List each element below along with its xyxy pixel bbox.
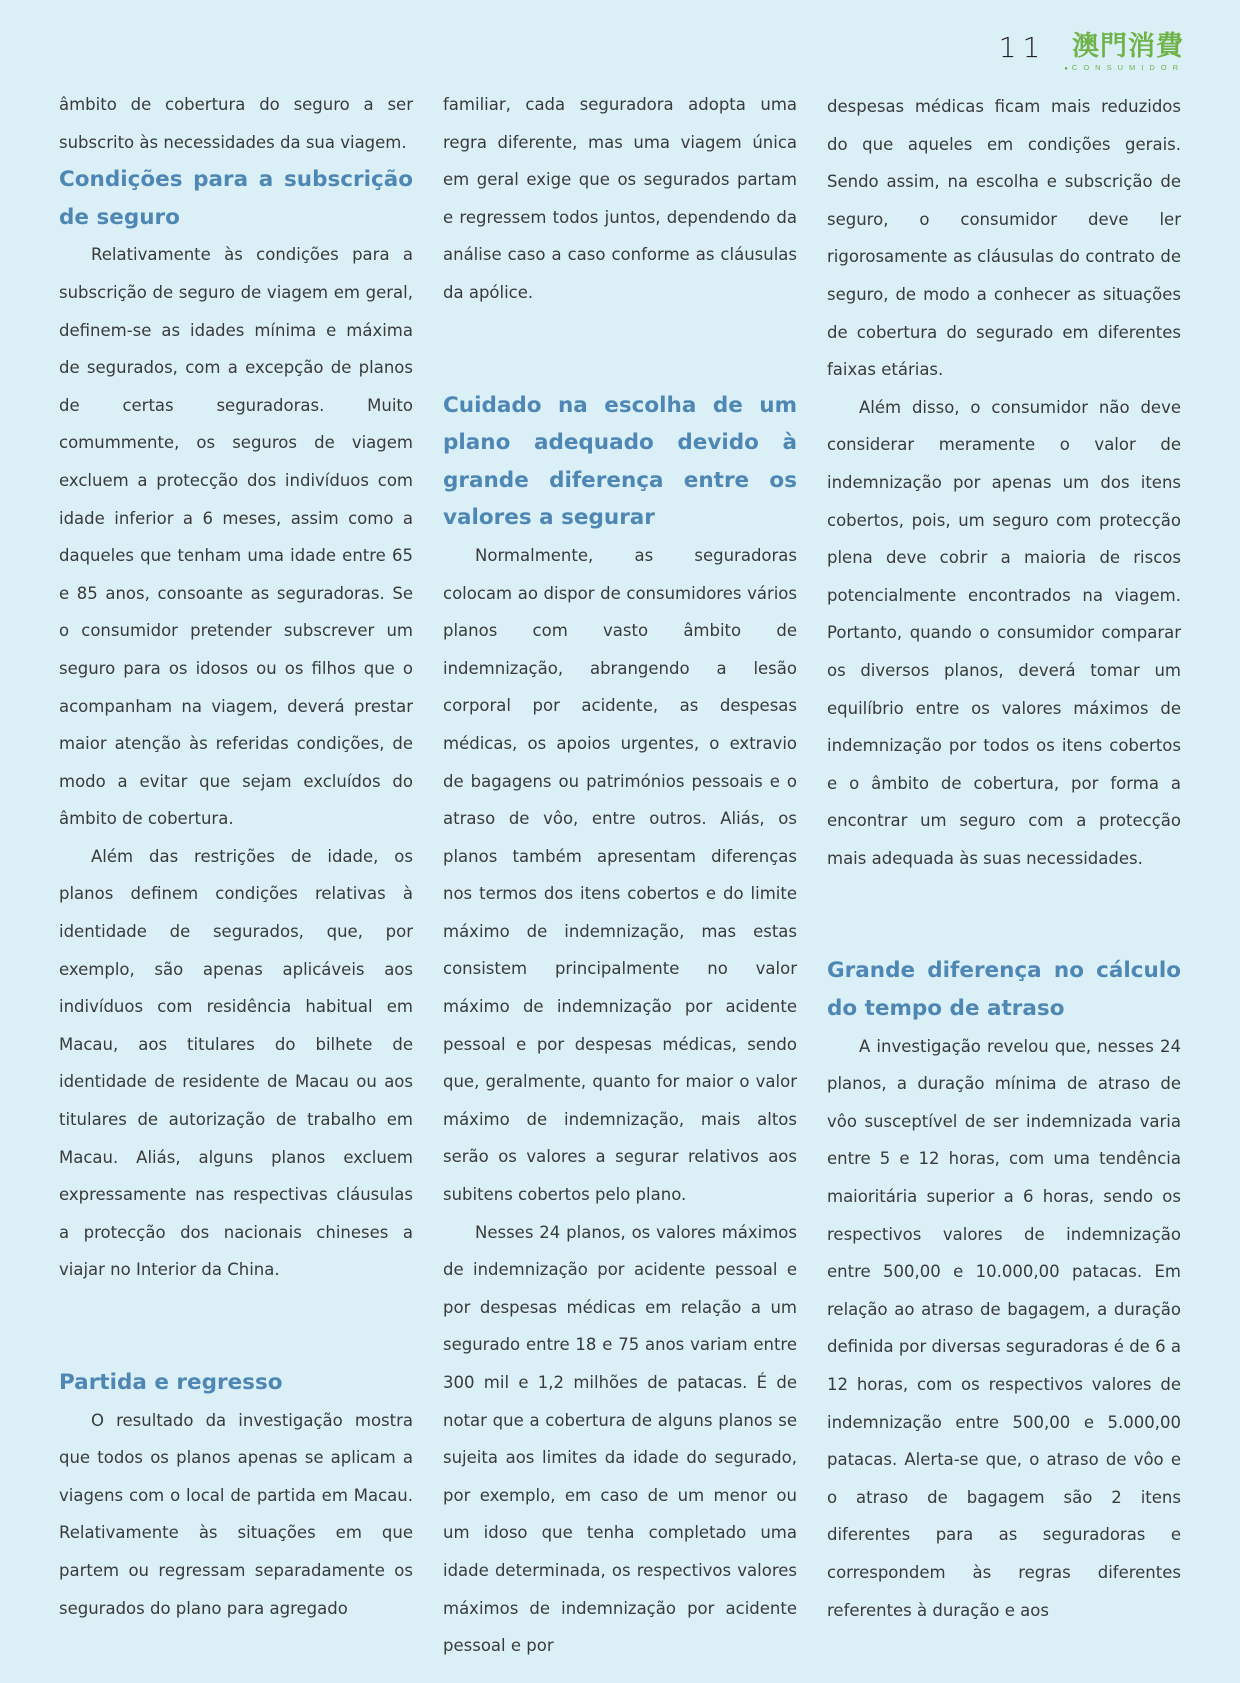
paragraph: despesas médicas ficam mais reduzidos do que aqueles em condições gerais. Sendo assim, na escolha e subscrição de seguro, o consumidor deve ler rigorosamente as cláusulas do contrato de seguro, de modo a conhecer as situações de cobertura do segurado em diferentes faixas etárias.: [827, 97, 1181, 380]
page-number: 11: [998, 31, 1047, 64]
paragraph: Nesses 24 planos, os valores máximos de indemnização por acidente pessoal e por despesas médicas em relação a um segurado entre 18 e 75 anos variam entre 300 mil e 1,2 milhões de patacas. É de notar que a cobertura de alguns planos se sujeita aos limites da idade do segurado, por exemplo, em caso de um menor ou um idoso que tenha completado uma idade determinada, os respectivos valores máximos de indemnização por acidente pessoal e por: [443, 1222, 797, 1656]
section-heading: Condições para a subscrição de seguro: [59, 167, 413, 230]
logo-chinese-text: 澳門消費: [1072, 31, 1184, 62]
spacer: [443, 312, 797, 387]
section-heading: Grande diferença no cálculo do tempo de atraso: [827, 958, 1181, 1022]
paragraph: Relativamente às condições para a subscrição de seguro de viagem em geral, definem-se as idades mínima e máxima de segurados, com a excepção de planos de certas seguradoras. Muito comummente, os seguros de viagem excluem a protecção dos indivíduos com idade inferior a 6 meses, assim como a daqueles que tenham uma idade entre 65 e 85 anos, consoante as seguradoras. Se o consumidor pretender subscrever um seguro para os idosos ou os filhos que o acompanham na viagem, deverá prestar maior atenção às referidas condições, de modo a evitar que sejam excluídos do âmbito de cobertura.: [59, 245, 413, 829]
column-left: [59, 86, 413, 1627]
paragraph: A investigação revelou que, nesses 24 planos, a duração mínima de atraso de vôo susceptível de ser indemnizada varia entre 5 e 12 horas, com uma tendência maioritária superior a 6 horas, sendo os respectivos valores de indemnização entre 500,00 e 10.000,00 patacas. Em relação ao atraso de bagagem, a duração definida por diversas seguradoras é de 6 a 12 horas, com os respectivos valores de indemnização entre 500,00 e 5.000,00 patacas. Alerta-se que, o atraso de vôo e o atraso de bagagem são 2 itens diferentes para as seguradoras e correspondem às regras diferentes referentes à duração e aos: [827, 1036, 1181, 1620]
spacer: [59, 1289, 413, 1364]
paragraph: Além das restrições de idade, os planos definem condições relativas à identidade de segurados, que, por exemplo, são apenas aplicáveis aos indivíduos com residência habitual em Macau, aos titulares do bilhete de identidade de residente de Macau ou aos titulares de autorização de trabalho em Macau. Aliás, alguns planos excluem expressamente nas respectivas cláusulas a protecção dos nacionais chineses a viajar no Interior da China.: [59, 846, 413, 1280]
column-right: [827, 88, 1181, 1629]
section-heading: Partida e regresso: [59, 1370, 283, 1395]
paragraph: Normalmente, as seguradoras colocam ao dispor de consumidores vários planos com vasto âmbito de indemnização, abrangendo a lesão corporal por acidente, as despesas médicas, os apoios urgentes, o extravio de bagagens ou patrimónios pessoais e o atraso de vôo, entre outros. Aliás, os planos também apresentam diferenças nos termos dos itens cobertos e do limite máximo de indemnização, mas estas consistem principalmente no valor máximo de indemnização por acidente pessoal e por despesas médicas, sendo que, geralmente, quanto for maior o valor máximo de indemnização, mais altos serão os valores a segurar relativos aos subitens cobertos pelo plano.: [443, 545, 797, 1205]
logo-english-text: ● CONSUMIDOR: [1064, 63, 1184, 72]
section-heading: Cuidado na escolha de um plano adequado devido à grande diferença entre os valores a segurar: [443, 392, 797, 531]
paragraph: familiar, cada seguradora adopta uma regra diferente, mas uma viagem única em geral exige que os segurados partam e regressem todos juntos, dependendo da análise caso a caso conforme as cláusulas da apólice.: [443, 95, 797, 302]
magazine-logo: [1064, 32, 1184, 72]
spacer: [827, 877, 1181, 952]
paragraph: O resultado da investigação mostra que todos os planos apenas se aplicam a viagens com o local de partida em Macau. Relativamente às situações em que partem ou regressam separadamente os segurados do plano para agregado: [59, 1410, 413, 1618]
page-header: [999, 32, 1184, 76]
paragraph: Além disso, o consumidor não deve considerar meramente o valor de indemnização por apenas um dos itens cobertos, pois, um seguro com protecção plena deve cobrir a maioria de riscos potencialmente encontrados na viagem. Portanto, quando o consumidor comparar os diversos planos, deverá tomar um equilíbrio entre os valores máximos de indemnização por todos os itens cobertos e o âmbito de cobertura, por forma a encontrar um seguro com a protecção mais adequada às suas necessidades.: [827, 397, 1181, 868]
column-middle: [443, 86, 797, 1665]
paragraph: âmbito de cobertura do seguro a ser subscrito às necessidades da sua viagem.: [59, 95, 413, 152]
